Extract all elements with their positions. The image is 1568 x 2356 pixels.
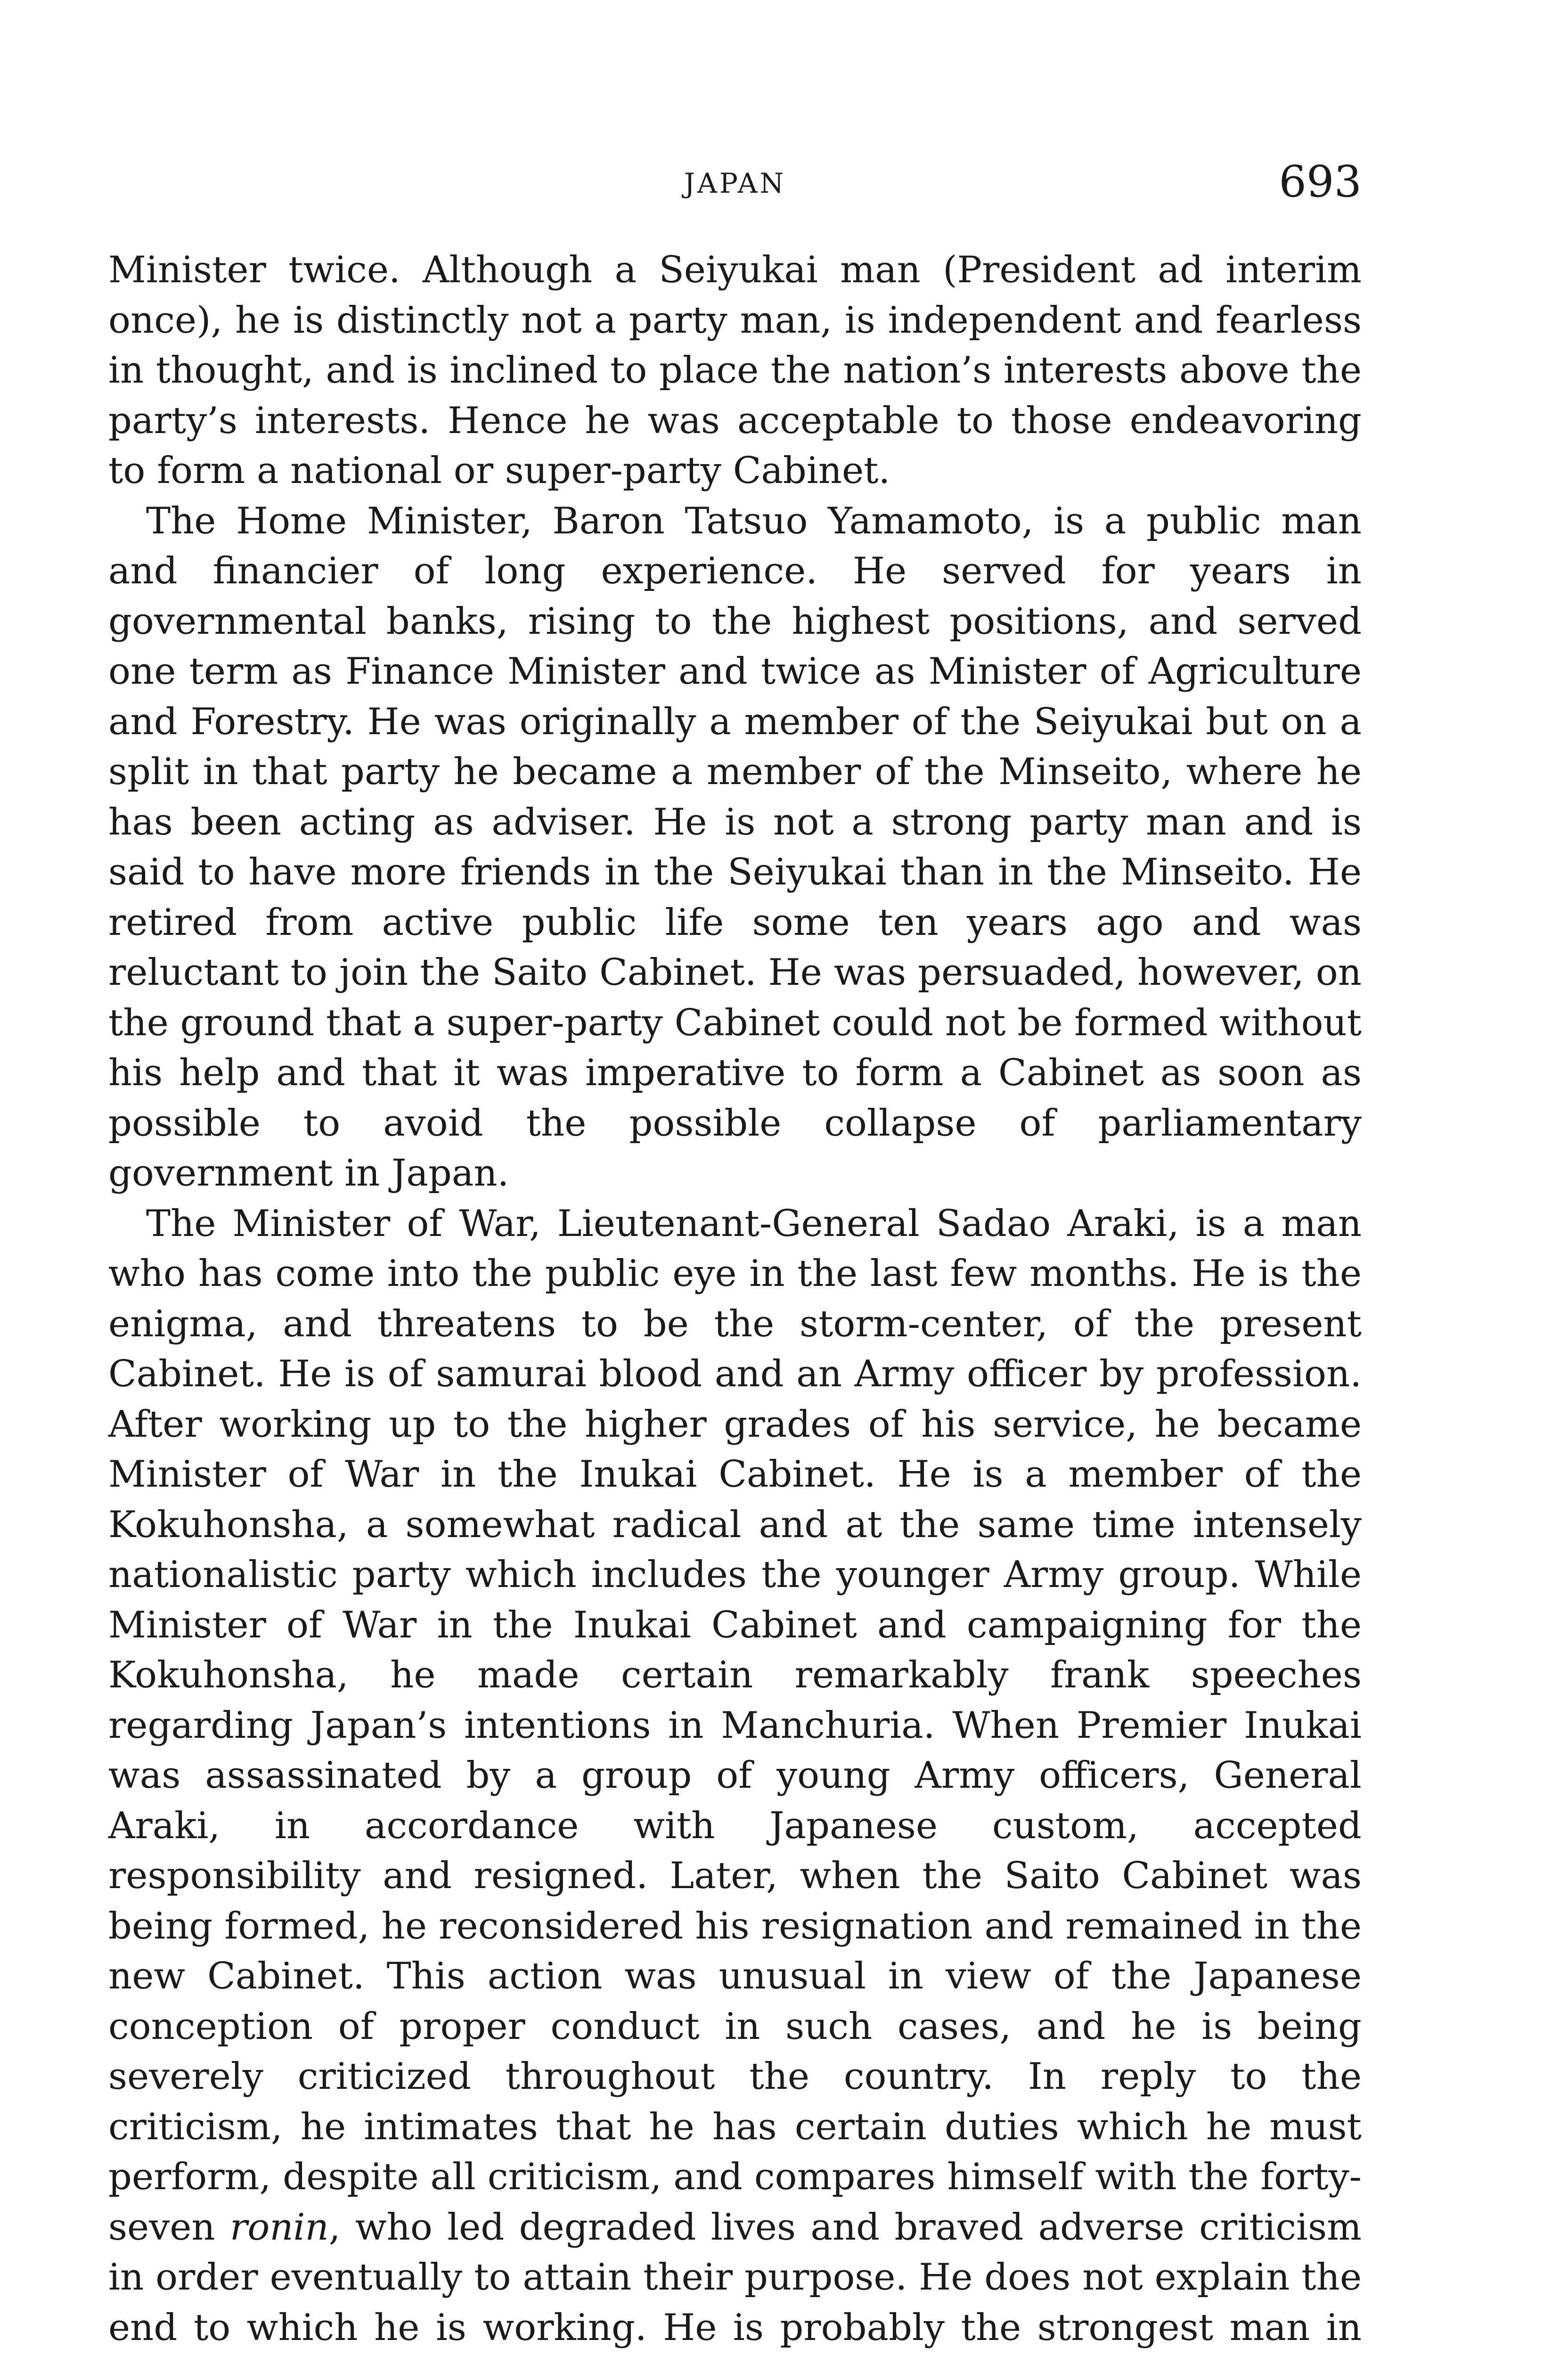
paragraph-minister-of-war: [108, 1199, 1362, 2356]
paragraph-text: , who led degraded lives and braved adverse criticism in order eventually to attain their purpose. He does not explain the end to which he is working. He is probably the strongest man in: [108, 2206, 1362, 2349]
body-text: [108, 245, 1362, 2356]
italic-term-ronin: ronin: [230, 2206, 329, 2249]
paragraph-home-minister: [108, 496, 1362, 1199]
page-header: [108, 156, 1362, 217]
running-head: JAPAN: [684, 167, 786, 199]
paragraph-text: Minister twice. Although a Seiyukai man (President ad interim once), he is distinctly not a party man, is independent and fearless in thought, and is inclined to place the nation’s interests above the party’s interests. Hence he was acceptable to those endeavoring to form a national or super-party Cabinet.: [108, 249, 1362, 492]
page-number: 693: [1279, 156, 1362, 207]
paragraph-continued: [108, 245, 1362, 496]
paragraph-text: The Minister of War, Lieutenant-General Sadao Araki, is a man who has come into the public eye in the last few months. He is the enigma, and threatens to be the storm-center, of the present Cabinet. He is of samurai blood and an Army officer by profession. After working up to the higher grades of his service, he became Minister of War in the Inukai Cabinet. He is a member of the Kokuhonsha, a somewhat radical and at the same time intensely nationalistic party which includes the younger Army group. While Minister of War in the Inukai Cabinet and campaigning for the Kokuhonsha, he made certain remarkably frank speeches regarding Japan’s intentions in Manchuria. When Premier Inukai was assassinated by a group of young Army officers, General Araki, in accordance with Japanese custom, accepted responsibility and resigned. Later, when the Saito Cabinet was being formed, he reconsidered his resignation and remained in the new Cabinet. This action was unusual in view of the Japanese conception of proper conduct in such cases, and he is being severely criticized throughout the country. In reply to the criticism, he intimates that he has certain duties which he must perform, despite all criticism, and compares himself with the forty-seven: [108, 1202, 1362, 2249]
paragraph-text: The Home Minister, Baron Tatsuo Yamamoto, is a public man and financier of long experience. He served for years in governmental banks, rising to the highest positions, and served one term as Finance Minister and twice as Minister of Agriculture and Forestry. He was originally a member of the Seiyukai but on a split in that party he became a member of the Minseito, where he has been acting as adviser. He is not a strong party man and is said to have more friends in the Seiyukai than in the Minseito. He retired from active public life some ten years ago and was reluctant to join the Saito Cabinet. He was persuaded, however, on the ground that a super-party Cabinet could not be formed without his help and that it was imperative to form a Cabinet as soon as possible to avoid the possible collapse of parliamentary government in Japan.: [108, 499, 1362, 1194]
